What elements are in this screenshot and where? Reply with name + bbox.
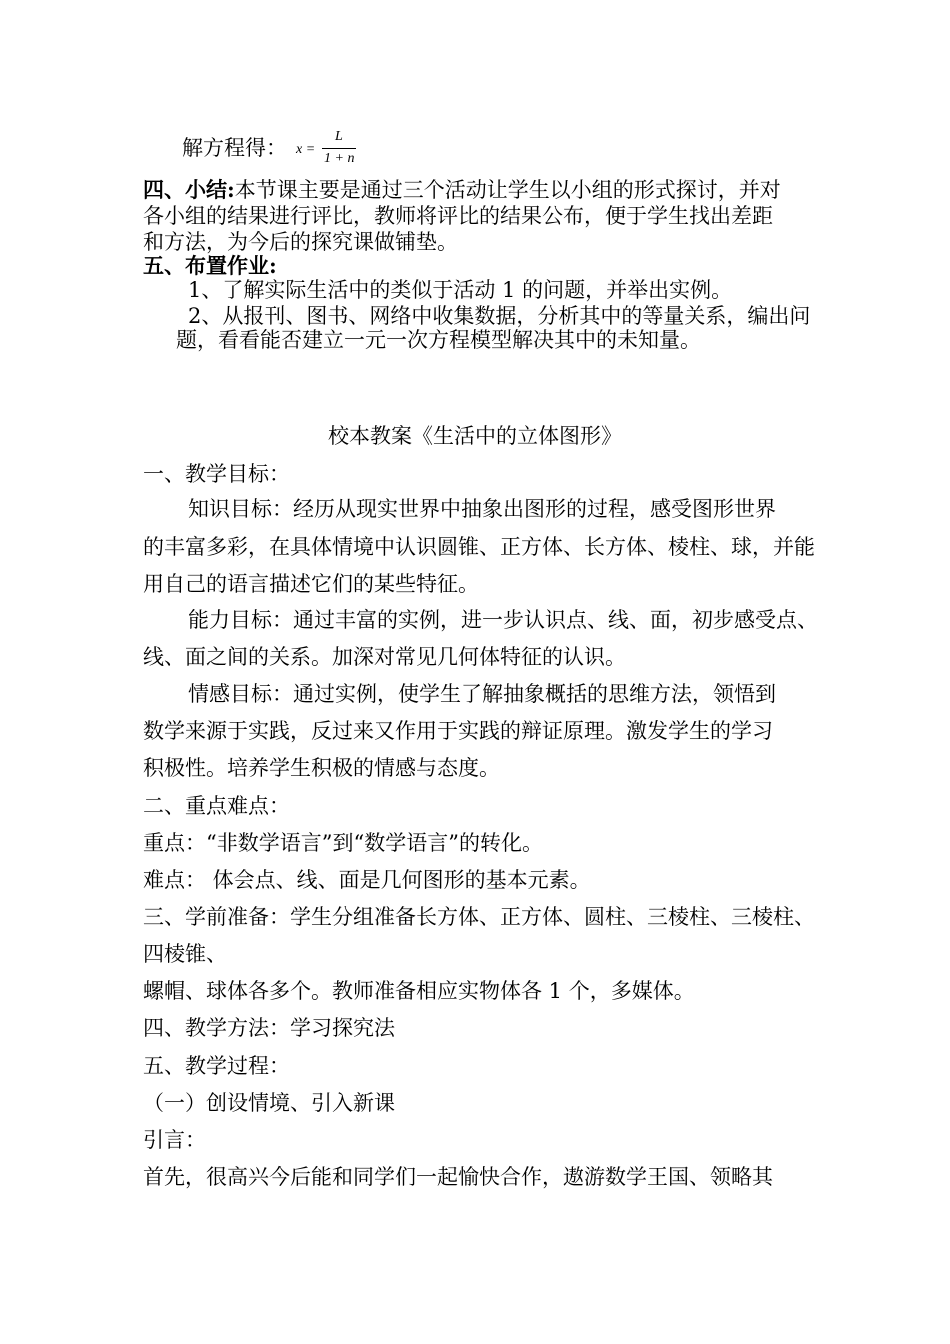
summary-text-1: 本节课主要是通过三个活动让学生以小组的形式探讨，并对 bbox=[234, 178, 781, 202]
lesson-title: 校本教案《生活中的立体图形》 bbox=[328, 424, 622, 448]
summary-line-2: 各小组的结果进行评比，教师将评比的结果公布，便于学生找出差距 bbox=[143, 204, 773, 228]
section-4-line: 四、教学方法：学习探究法 bbox=[143, 1016, 395, 1040]
summary-line-3: 和方法，为今后的探究课做铺垫。 bbox=[143, 230, 458, 254]
section-5-heading: 五、教学过程： bbox=[143, 1054, 290, 1078]
formula-lhs: x = bbox=[296, 142, 316, 157]
emotion-goal-line-2: 数学来源于实践，反过来又作用于实践的辩证原理。激发学生的学习 bbox=[143, 719, 773, 743]
difficult-point: 难点： 体会点、线、面是几何图形的基本元素。 bbox=[143, 868, 591, 892]
homework-item-2-line-2: 题，看看能否建立一元一次方程模型解决其中的未知量。 bbox=[176, 328, 701, 352]
section-3-line-2: 四棱锥、 bbox=[143, 942, 227, 966]
formula-numerator: L bbox=[335, 129, 343, 144]
homework-item-1: 1、了解实际生活中的类似于活动 1 的问题，并举出实例。 bbox=[188, 278, 733, 302]
fraction-bar bbox=[322, 148, 356, 149]
knowledge-goal-line-3: 用自己的语言描述它们的某些特征。 bbox=[143, 572, 479, 596]
homework-item-2-line-1: 2、从报刊、图书、网络中收集数据，分析其中的等量关系，编出问 bbox=[188, 304, 811, 328]
section-2-heading: 二、重点难点： bbox=[143, 794, 290, 818]
emotion-goal-line-3: 积极性。培养学生积极的情感与态度。 bbox=[143, 756, 500, 780]
knowledge-goal-line-1: 知识目标：经历从现实世界中抽象出图形的过程，感受图形世界 bbox=[188, 497, 776, 521]
summary-heading: 四、小结: bbox=[143, 177, 235, 202]
subsection-1-heading: （一）创设情境、引入新课 bbox=[143, 1091, 395, 1115]
section-1-heading: 一、教学目标： bbox=[143, 462, 290, 486]
emotion-goal-line-1: 情感目标：通过实例，使学生了解抽象概括的思维方法，领悟到 bbox=[188, 682, 776, 706]
intro-label: 引言： bbox=[143, 1128, 206, 1152]
ability-goal-line-2: 线、面之间的关系。加深对常见几何体特征的认识。 bbox=[143, 645, 626, 669]
section-3-line-1: 三、学前准备：学生分组准备长方体、正方体、圆柱、三棱柱、三棱柱、 bbox=[143, 905, 815, 929]
formula-denominator: 1 + n bbox=[324, 151, 355, 166]
key-point: 重点：“非数学语言”到“数学语言”的转化。 bbox=[143, 831, 543, 855]
knowledge-goal-line-2: 的丰富多彩，在具体情境中认识圆锥、正方体、长方体、棱柱、球，并能 bbox=[143, 535, 815, 559]
section-3-line-3: 螺帽、球体各多个。教师准备相应实物体各 1 个，多媒体。 bbox=[143, 979, 695, 1003]
solve-label: 解方程得： bbox=[182, 136, 287, 160]
ability-goal-line-1: 能力目标：通过丰富的实例，进一步认识点、线、面，初步感受点、 bbox=[188, 608, 818, 632]
homework-heading: 五、布置作业: bbox=[143, 253, 277, 278]
summary-line-1 bbox=[143, 177, 781, 203]
intro-line-1: 首先，很高兴今后能和同学们一起愉快合作，遨游数学王国、领略其 bbox=[143, 1165, 773, 1189]
